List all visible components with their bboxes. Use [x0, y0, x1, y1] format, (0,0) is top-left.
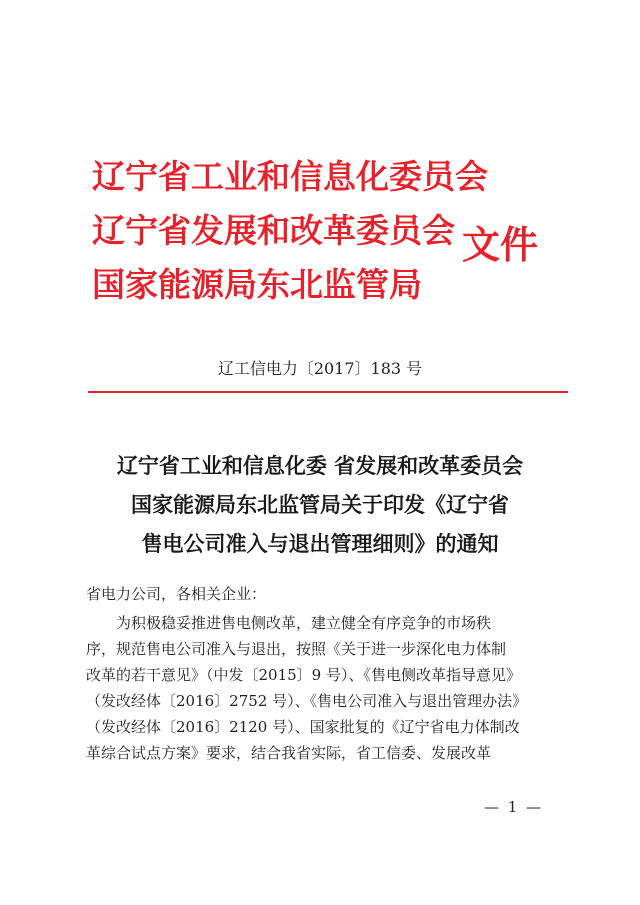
- body-line-3: 改革的若干意见》（中发〔2015〕9 号）、《售电侧改革指导意见》: [86, 666, 521, 684]
- document-title: [80, 446, 560, 563]
- body-line-1: 为积极稳妥推进售电侧改革，建立健全有序竞争的市场秩: [116, 614, 492, 632]
- title-line-2: 国家能源局东北监管局关于印发《辽宁省: [131, 492, 509, 517]
- body-line-5: （发改经体〔2016〕2120 号）、国家批复的《辽宁省电力体制改: [86, 718, 520, 736]
- file-label: 文件: [462, 223, 539, 267]
- issuer-line-1: 辽宁省工业和信息化委员会: [92, 157, 488, 196]
- body-line-2: 序，规范售电公司准入与退出，按照《关于进一步深化电力体制: [86, 640, 507, 658]
- addressee: 省电力公司，各相关企业：: [86, 585, 267, 603]
- body-text: [86, 610, 564, 766]
- title-line-1: 辽宁省工业和信息化委 省发展和改革委员会: [116, 453, 524, 478]
- issuer-line-2: 辽宁省发展和改革委员会: [92, 211, 455, 250]
- document-number: 辽工信电力〔2017〕183 号: [217, 359, 423, 378]
- title-line-3: 售电公司准入与退出管理细则》的通知: [141, 531, 499, 556]
- issuer-line-3: 国家能源局东北监管局: [92, 265, 422, 304]
- body-line-6: 革综合试点方案》要求，结合我省实际，省工信委、发展改革: [86, 744, 492, 762]
- body-line-4: （发改经体〔2016〕2752 号）、《售电公司准入与退出管理办法》: [86, 692, 528, 710]
- red-divider-line: [88, 391, 568, 393]
- page-number: — 1 —: [484, 798, 544, 816]
